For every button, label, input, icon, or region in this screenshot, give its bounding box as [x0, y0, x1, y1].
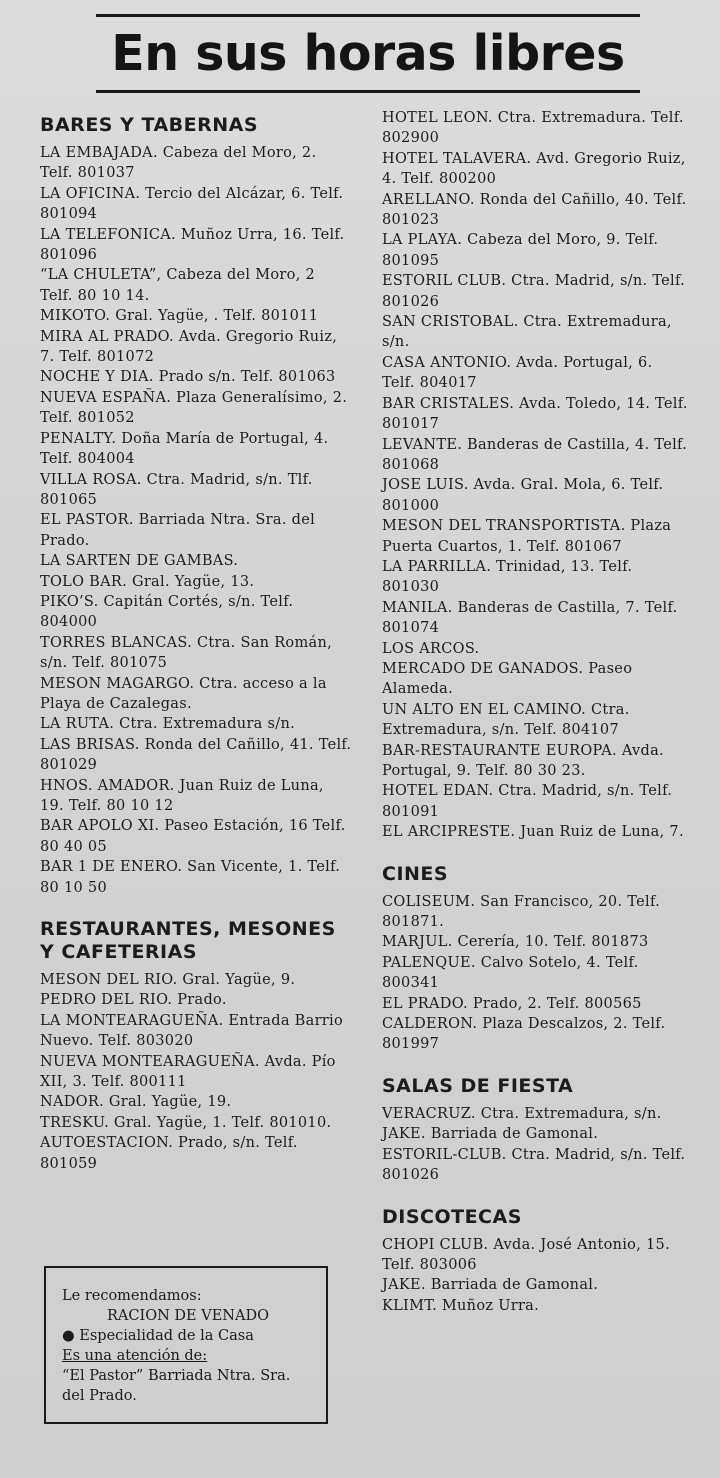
box-line-dish: RACION DE VENADO: [107, 1308, 269, 1324]
listing-entry: LA MONTEARAGUEÑA. Entrada Barrio Nuevo. Telf. 803020: [40, 1012, 344, 1050]
listing-entry: JAKE. Barriada de Gamonal.: [382, 1126, 599, 1143]
listing-entry: LA SARTEN DE GAMBAS.: [40, 553, 239, 570]
listing-entry: TOLO BAR. Gral. Yagüe, 13.: [40, 573, 255, 590]
listing-entry: LA OFICINA. Tercio del Alcázar, 6. Telf. 801094: [40, 185, 344, 223]
listing-entry: MESON DEL RIO. Gral. Yagüe, 9.: [40, 972, 296, 989]
left-column: [40, 108, 352, 1174]
section-gap: [382, 1186, 688, 1200]
box-line-place: “El Pastor” Barriada Ntra. Sra. del Prado.: [62, 1368, 291, 1404]
listing-entry: EL PRADO. Prado, 2. Telf. 800565: [382, 995, 642, 1012]
listing-entry: VERACRUZ. Ctra. Extremadura, s/n.: [382, 1105, 662, 1122]
right-column: [382, 108, 688, 1316]
listing-entry: LA TELEFONICA. Muñoz Urra, 16. Telf. 801096: [40, 226, 345, 264]
listing-entry: EL PASTOR. Barriada Ntra. Sra. del Prado.: [40, 512, 316, 549]
listing-entry: EL ARCIPRESTE. Juan Ruiz de Luna, 7.: [382, 824, 684, 841]
box-line-recommend: Le recomendamos:: [62, 1288, 202, 1304]
listing-entry: COLISEUM. San Francisco, 20. Telf. 801871.: [382, 893, 661, 931]
header-top-rule: [96, 14, 640, 17]
section-heading: BARES Y TABERNAS: [40, 114, 259, 136]
listing-entry: BAR-RESTAURANTE EUROPA. Avda. Portugal, 9. Telf. 80 30 23.: [382, 742, 664, 779]
listing-entry: CALDERON. Plaza Descalzos, 2. Telf. 801997: [382, 1016, 666, 1053]
section-gap: [382, 1055, 688, 1069]
recommendation-box: [44, 1266, 328, 1424]
listing-entry: ESTORIL-CLUB. Ctra. Madrid, s/n. Telf. 801026: [382, 1146, 686, 1184]
header: [96, 14, 640, 94]
listing-entry: JAKE. Barriada de Gamonal.: [382, 1277, 599, 1294]
listing-entry: SAN CRISTOBAL. Ctra. Extremadura, s/n.: [382, 314, 672, 351]
listing-entry: BAR APOLO XI. Paseo Estación, 16 Telf. 80 40 05: [40, 818, 346, 855]
listing-entry: “LA CHULETA”, Cabeza del Moro, 2 Telf. 80 10 14.: [40, 267, 316, 304]
section-heading: DISCOTECAS: [382, 1205, 522, 1228]
listing-entry: NADOR. Gral. Yagüe, 19.: [40, 1094, 232, 1111]
listing-entry: ARELLANO. Ronda del Cañillo, 40. Telf. 801023: [382, 191, 687, 229]
listing-entry: MESON DEL TRANSPORTISTA. Plaza Puerta Cuartos, 1. Telf. 801067: [382, 518, 672, 555]
listing-entry: LA PLAYA. Cabeza del Moro, 9. Telf. 801095: [382, 232, 659, 269]
listing-entry: PENALTY. Doña María de Portugal, 4. Telf. 804004: [40, 430, 329, 468]
listing-entry: NUEVA ESPAÑA. Plaza Generalísimo, 2. Telf. 801052: [40, 389, 348, 427]
section-gap: [382, 843, 688, 857]
section-heading: RESTAURANTES, MESONES Y CAFETERIAS: [40, 918, 336, 964]
listing-entry: LA EMBAJADA. Cabeza del Moro, 2. Telf. 801037: [40, 145, 317, 182]
section-gap: [40, 898, 352, 912]
page-title: En sus horas libres: [111, 25, 625, 82]
listing-entry: NOCHE Y DIA. Prado s/n. Telf. 801063: [40, 369, 336, 386]
listing-entry: TRESKU. Gral. Yagüe, 1. Telf. 801010.: [40, 1114, 332, 1131]
listing-entry: NUEVA MONTEARAGUEÑA. Avda. Pío XII, 3. Telf. 800111: [40, 1053, 336, 1091]
listing-entry: TORRES BLANCAS. Ctra. San Román, s/n. Telf. 801075: [40, 634, 332, 672]
listing-entry: PALENQUE. Calvo Sotelo, 4. Telf. 800341: [382, 954, 639, 992]
listing-entry: LAS BRISAS. Ronda del Cañillo, 41. Telf. 801029: [40, 736, 352, 774]
listing-entry: MESON MAGARGO. Ctra. acceso a la Playa de Cazalegas.: [40, 675, 327, 712]
listing-entry: LA PARRILLA. Trinidad, 13. Telf. 801030: [382, 558, 633, 596]
listing-entry: KLIMT. Muñoz Urra.: [382, 1297, 540, 1314]
listing-entry: LA RUTA. Ctra. Extremadura s/n.: [40, 716, 296, 733]
section-heading: CINES: [382, 862, 449, 885]
listing-entry: MANILA. Banderas de Castilla, 7. Telf. 801074: [382, 599, 678, 637]
listing-entry: MIRA AL PRADO. Avda. Gregorio Ruiz, 7. Telf. 801072: [40, 328, 338, 366]
listing-entry: HOTEL TALAVERA. Avd. Gregorio Ruiz, 4. Telf. 800200: [382, 150, 686, 188]
listing-entry: MERCADO DE GANADOS. Paseo Alameda.: [382, 660, 633, 698]
listing-entry: MIKOTO. Gral. Yagüe, . Telf. 801011: [40, 308, 319, 325]
box-line-specialty: ● Especialidad de la Casa: [62, 1328, 254, 1344]
listing-entry: LOS ARCOS.: [382, 640, 480, 657]
listing-entry: MARJUL. Cerería, 10. Telf. 801873: [382, 934, 649, 951]
listing-entry: AUTOESTACION. Prado, s/n. Telf. 801059: [40, 1135, 298, 1172]
listing-entry: BAR CRISTALES. Avda. Toledo, 14. Telf. 801017: [382, 395, 688, 433]
listing-entry: PEDRO DEL RIO. Prado.: [40, 992, 227, 1009]
listing-entry: HOTEL EDAN. Ctra. Madrid, s/n. Telf. 801091: [382, 783, 673, 820]
listing-entry: JOSE LUIS. Avda. Gral. Mola, 6. Telf. 801000: [382, 477, 664, 514]
listing-entry: CASA ANTONIO. Avda. Portugal, 6. Telf. 804017: [382, 354, 653, 392]
box-line-courtesy: Es una atención de:: [62, 1348, 208, 1364]
listing-entry: HOTEL LEON. Ctra. Extremadura. Telf. 802900: [382, 110, 684, 147]
listing-entry: LEVANTE. Banderas de Castilla, 4. Telf. 801068: [382, 436, 688, 473]
listing-entry: ESTORIL CLUB. Ctra. Madrid, s/n. Telf. 801026: [382, 273, 686, 310]
box-line-specialty-text: Especialidad de la Casa: [79, 1328, 254, 1344]
section-heading: SALAS DE FIESTA: [382, 1074, 574, 1097]
listing-entry: CHOPI CLUB. Avda. José Antonio, 15. Telf. 803006: [382, 1236, 670, 1273]
listing-entry: BAR 1 DE ENERO. San Vicente, 1. Telf. 80 10 50: [40, 859, 341, 896]
listing-entry: VILLA ROSA. Ctra. Madrid, s/n. Tlf. 801065: [40, 471, 313, 508]
listing-entry: PIKO’S. Capitán Cortés, s/n. Telf. 804000: [40, 593, 294, 631]
listing-entry: UN ALTO EN EL CAMINO. Ctra. Extremadura, s/n. Telf. 804107: [382, 701, 630, 739]
listing-entry: HNOS. AMADOR. Juan Ruiz de Luna, 19. Telf. 80 10 12: [40, 777, 324, 814]
header-bottom-rule: [96, 90, 640, 93]
